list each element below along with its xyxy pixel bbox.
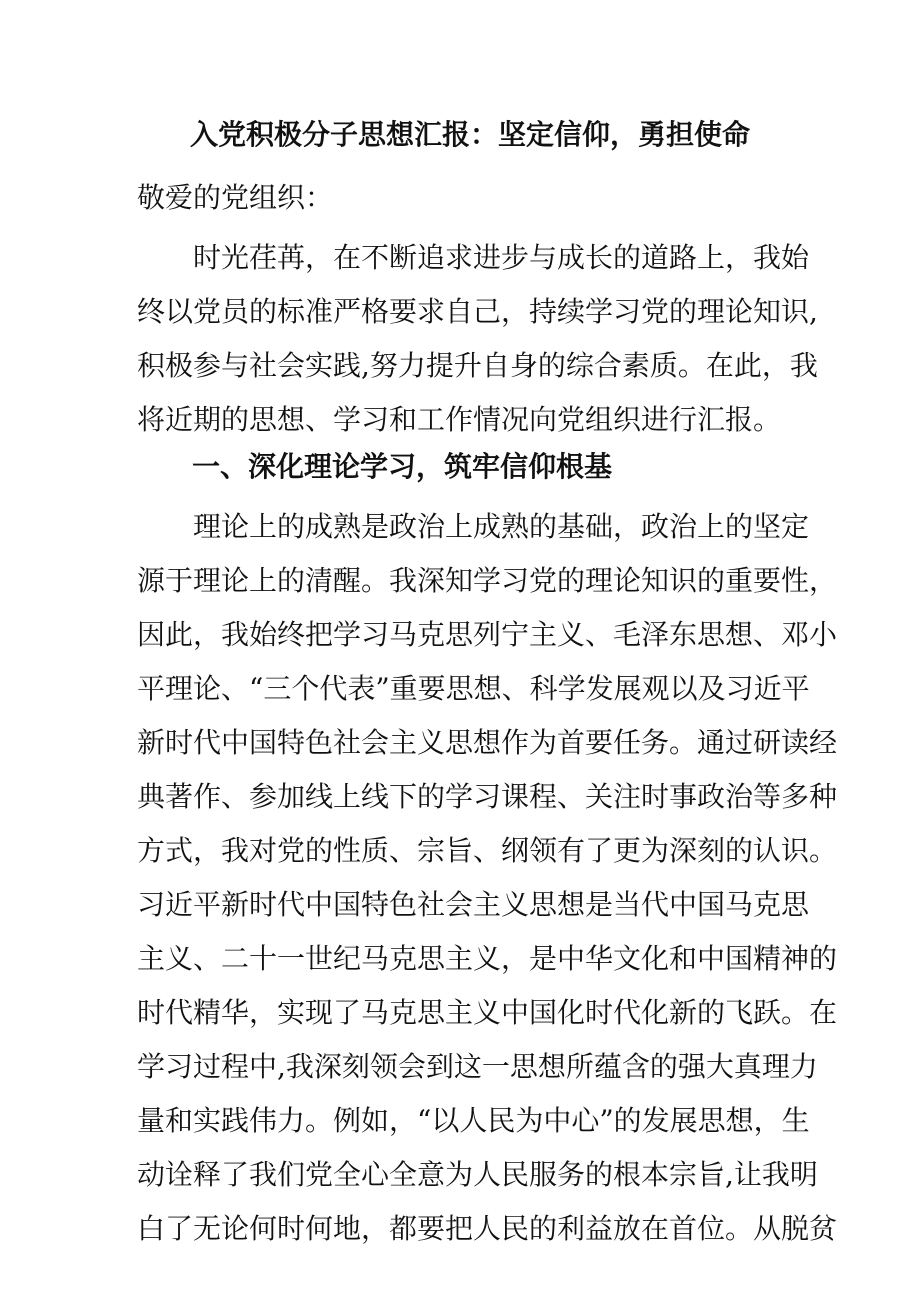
paragraph-line: 终以党员的标准严格要求自己，持续学习党的理论知识, <box>137 295 818 328</box>
paragraph-line: 学习过程中,我深刻领会到这一思想所蕴含的强大真理力 <box>137 1050 818 1083</box>
section-paragraph <box>137 500 838 1256</box>
paragraph-line: 将近期的思想、学习和工作情况向党组织进行汇报。 <box>137 403 782 436</box>
paragraph-line: 方式，我对党的性质、宗旨、纲领有了更为深刻的认识。 <box>137 834 838 867</box>
intro-paragraph <box>137 231 818 447</box>
paragraph-line: 因此，我始终把学习马克思列宁主义、毛泽东思想、邓小 <box>137 618 838 651</box>
paragraph-line: 白了无论何时何地，都要把人民的利益放在首位。从脱贫 <box>137 1212 838 1245</box>
paragraph-line: 源于理论上的清醒。我深知学习党的理论知识的重要性， <box>137 564 838 597</box>
paragraph-line: 主义、二十一世纪马克思主义，是中华文化和中国精神的 <box>137 942 838 975</box>
paragraph-line: 量和实践伟力。例如，“以人民为中心”的发展思想，生 <box>137 1104 810 1137</box>
paragraph-line: 理论上的成熟是政治上成熟的基础，政治上的坚定 <box>137 510 810 543</box>
paragraph-line: 典著作、参加线上线下的学习课程、关注时事政治等多种 <box>137 780 838 813</box>
paragraph-line: 时光荏苒，在不断追求进步与成长的道路上，我始 <box>137 241 810 274</box>
paragraph-line: 新时代中国特色社会主义思想作为首要任务。通过研读经 <box>137 726 838 759</box>
section-heading: 一、深化理论学习，筑牢信仰根基 <box>192 450 613 483</box>
paragraph-line: 积极参与社会实践,努力提升自身的综合素质。在此，我 <box>137 349 818 382</box>
salutation: 敬爱的党组织： <box>137 181 334 214</box>
document-title: 入党积极分子思想汇报：坚定信仰，勇担使命 <box>190 118 751 151</box>
paragraph-line: 时代精华，实现了马克思主义中国化时代化新的飞跃。在 <box>137 996 838 1029</box>
paragraph-line: 习近平新时代中国特色社会主义思想是当代中国马克思 <box>137 888 810 921</box>
paragraph-line: 平理论、“三个代表”重要思想、科学发展观以及习近平 <box>137 672 810 705</box>
paragraph-line: 动诠释了我们党全心全意为人民服务的根本宗旨,让我明 <box>137 1158 818 1191</box>
